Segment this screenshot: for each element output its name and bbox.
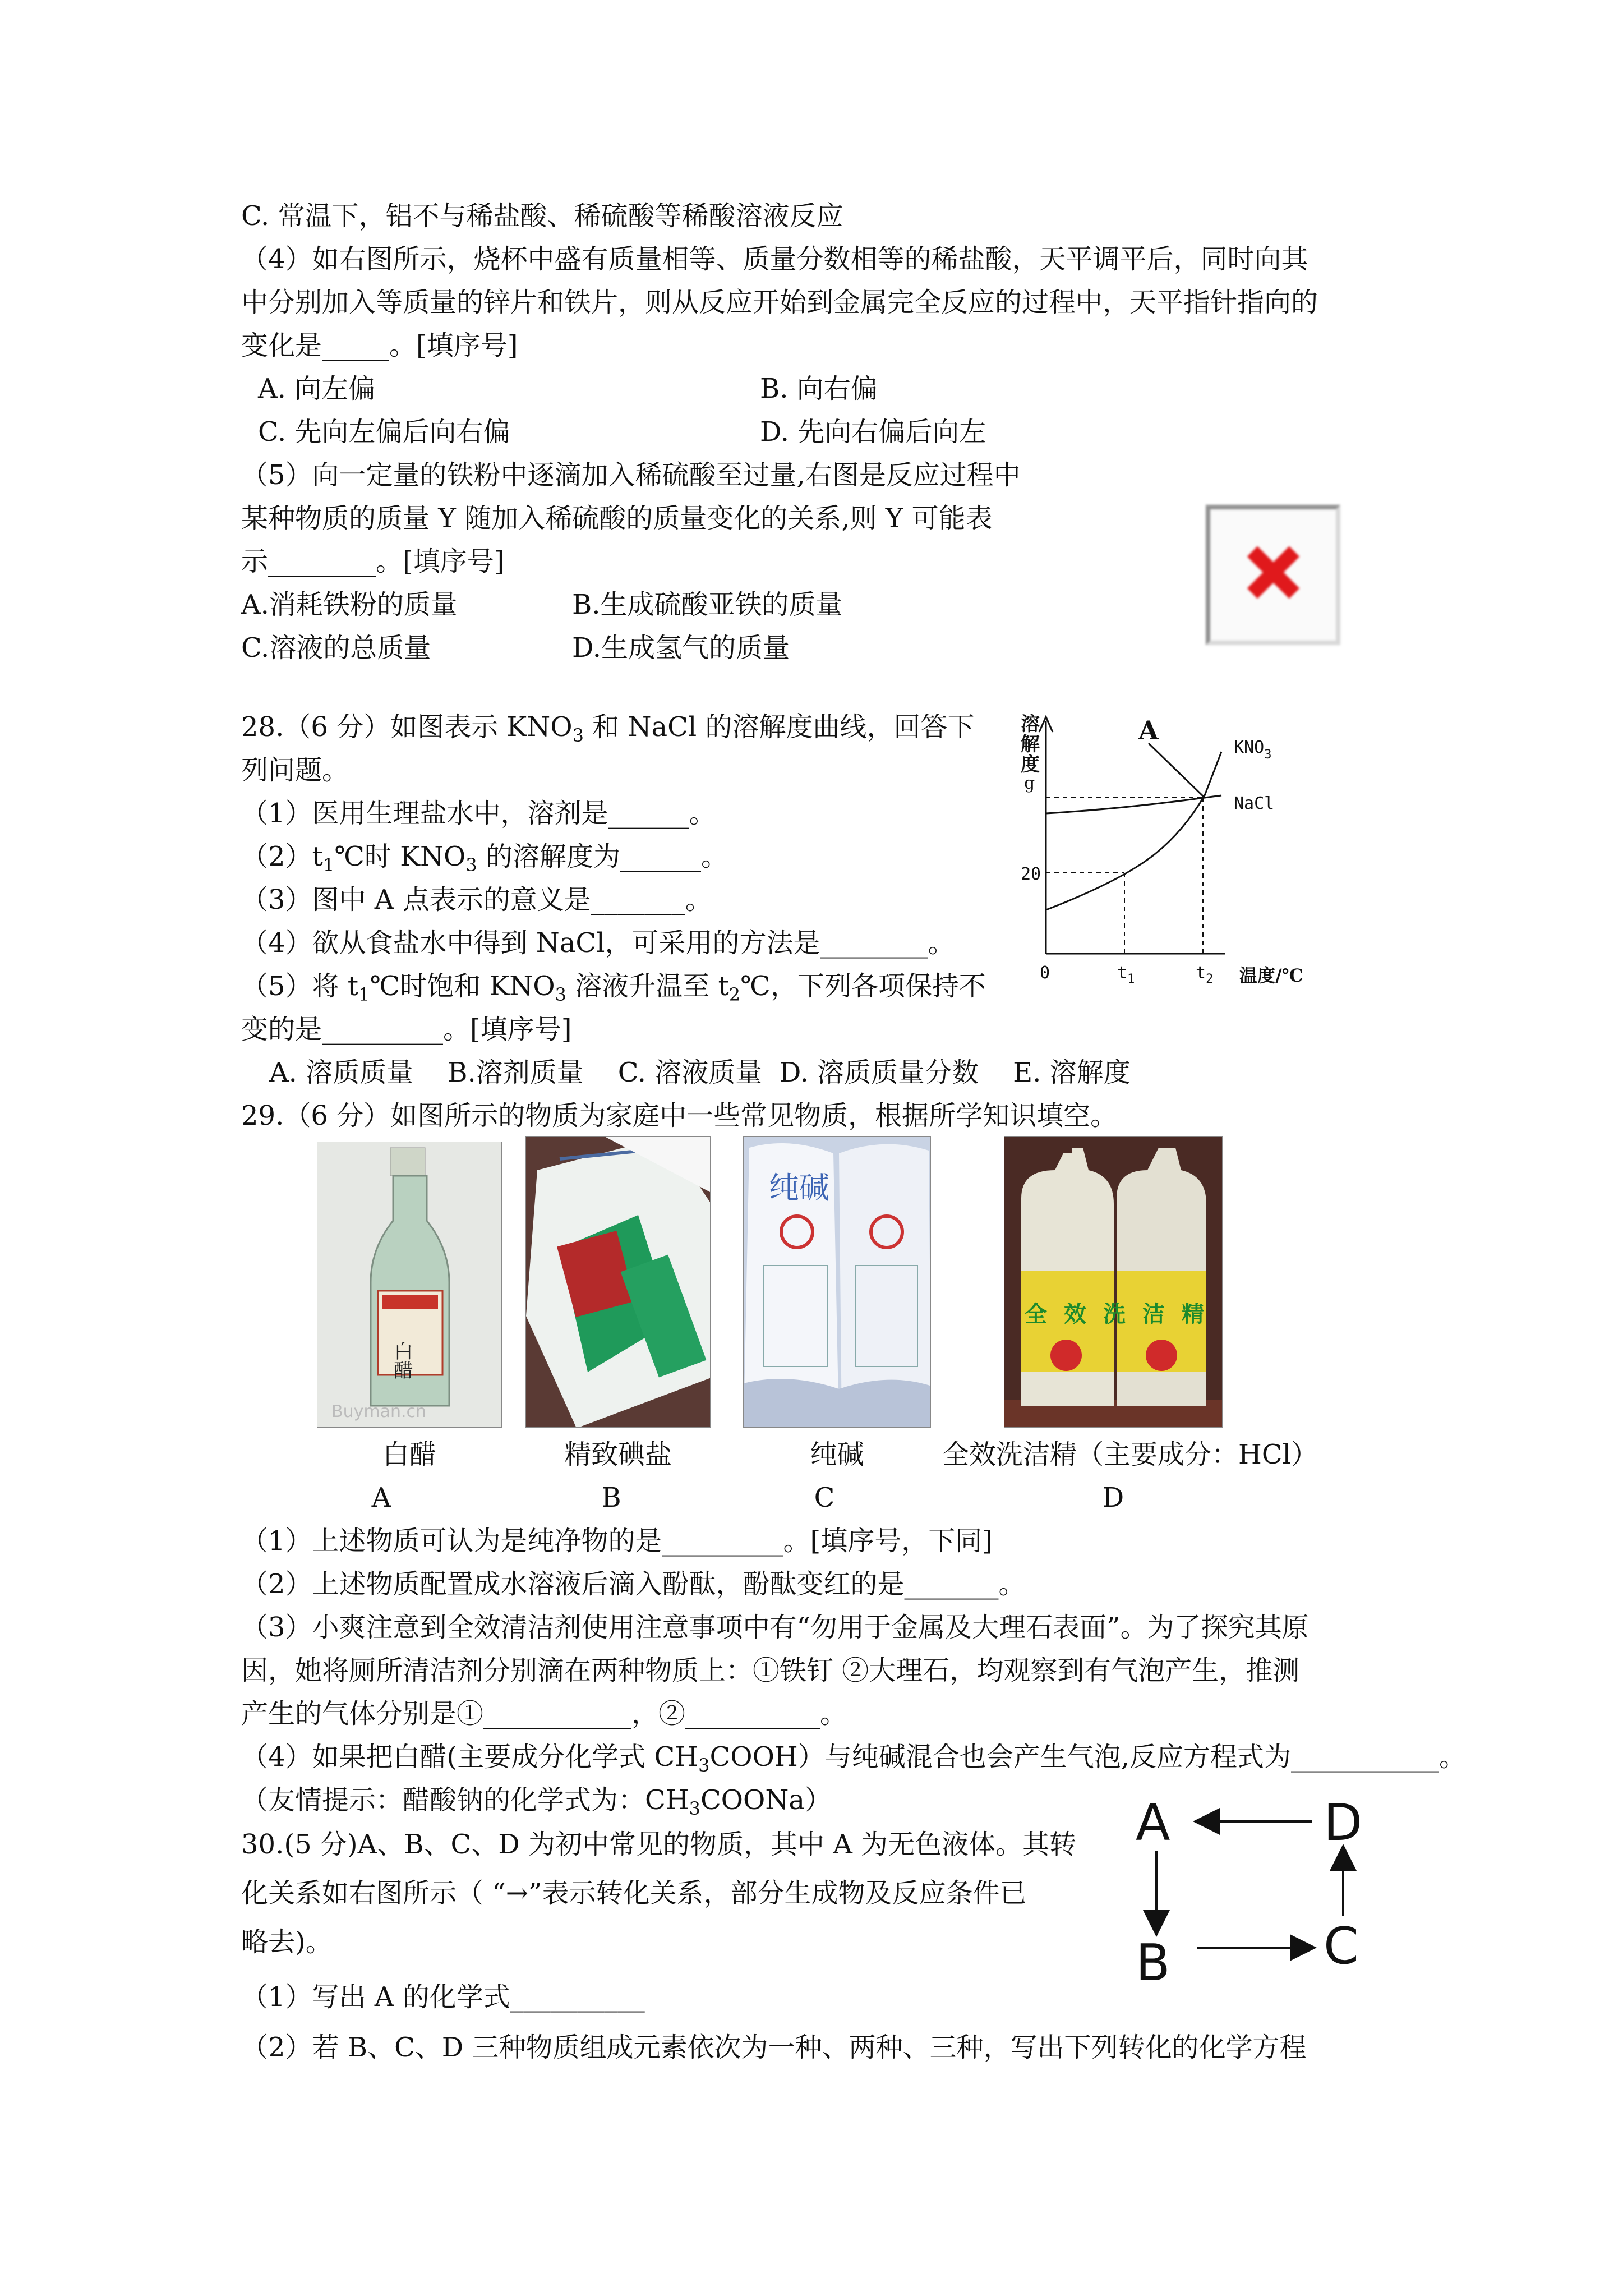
chart-kno3-curve (1046, 752, 1221, 910)
q28-sub2-d: 3 (465, 854, 477, 876)
q29-sub4 (241, 1740, 1466, 1782)
node-c: C (1324, 1917, 1359, 1976)
chart-ylabel-3: 度 (1021, 753, 1040, 776)
q29-sub1: （1）上述物质可认为是纯净物的是_________。[填序号，下同] (241, 1525, 993, 1557)
q29-sub3-line3: 产生的气体分别是①___________，②__________。 (241, 1698, 847, 1729)
q30-line3: 略去)。 (241, 1926, 333, 1958)
watermark-text: Buyman.cn (331, 1402, 427, 1421)
q28-line2: 列问题。 (241, 754, 349, 786)
chart-t1-label (1117, 963, 1135, 986)
q28-line1-text-a: 28.（6 分）如图表示 KNO (241, 711, 573, 743)
chart-origin-label: 0 (1040, 963, 1050, 983)
node-a: A (1136, 1793, 1170, 1852)
caption-vinegar: 白醋 (382, 1439, 436, 1470)
caption-salt: 精致碘盐 (564, 1439, 672, 1470)
q27-part4-option-d: D. 先向右偏后向左 (760, 416, 986, 448)
vinegar-label-text: 白醋 (390, 1341, 413, 1379)
chart-ylabel-1: 溶 (1021, 713, 1040, 735)
q28-line1-text-c: 和 NaCl 的溶解度曲线，回答下 (583, 711, 975, 743)
broken-image-icon (1206, 505, 1340, 645)
q29-title: 29.（6 分）如图所示的物质为家庭中一些常见物质，根据所学知识填空。 (241, 1100, 1118, 1131)
q29-sub3-line1: （3）小爽注意到全效清洁剂使用注意事项中有“勿用于金属及大理石表面”。为了探究其原 (241, 1612, 1309, 1643)
q29-hint (241, 1783, 832, 1825)
q28-sub5 (241, 969, 986, 1011)
chart-y-tick-20: 20 (1021, 864, 1041, 884)
q27-option-c: C. 常温下，铝不与稀盐酸、稀硫酸等稀酸溶液反应 (241, 200, 843, 232)
letter-a: A (371, 1482, 391, 1513)
caption-detergent: 全效洗洁精（主要成分：HCl） (942, 1439, 1318, 1470)
q27-part5-option-b: B.生成硫酸亚铁的质量 (572, 589, 843, 620)
q30-line1: 30.(5 分)A、B、C、D 为初中常见的物质，其中 A 为无色液体。其转 (241, 1829, 1077, 1860)
iodized-salt-photo (525, 1136, 711, 1428)
q28-sub2-a: （2）t (241, 841, 323, 872)
solubility-curve-chart (998, 707, 1357, 999)
q29-sub4-b: 3 (698, 1755, 710, 1776)
q28-sub2-c: ℃时 KNO (334, 841, 466, 872)
chart-line-a (1149, 743, 1205, 798)
q28-sub2-b: 1 (322, 854, 335, 876)
q27-part4-line1: （4）如右图所示，烧杯中盛有质量相等、质量分数相等的稀盐酸，天平调平后，同时向其 (241, 243, 1308, 275)
q28-sub5-g: ℃，下列各项保持不 (740, 970, 986, 1002)
chart-nacl-label: NaCl (1234, 794, 1275, 813)
vinegar-bottle-photo (317, 1142, 502, 1428)
q29-sub3-line2: 因，她将厕所清洁剂分别滴在两种物质上：①铁钉 ②大理石，均观察到有气泡产生，推测 (241, 1655, 1300, 1686)
q27-part5-option-c: C.溶液的总质量 (241, 632, 431, 664)
soda-bag-text: 纯碱 (769, 1170, 829, 1205)
node-d: D (1324, 1793, 1363, 1852)
q27-part5-line3: 示________。[填序号] (241, 546, 505, 577)
q29-sub2: （2）上述物质配置成水溶液后滴入酚酞，酚酞变红的是_______。 (241, 1568, 1026, 1600)
q27-part4-option-c: C. 先向左偏后向右偏 (258, 416, 510, 448)
q28-line1 (241, 710, 974, 752)
q30-sub2: （2）若 B、C、D 三种物质组成元素依次为一种、两种、三种，写出下列转化的化学方程 (241, 2032, 1307, 2063)
q27-part4-line3: 变化是_____。[填序号] (241, 330, 518, 361)
chart-kno3-text: KNO (1234, 738, 1265, 757)
q30-line2: 化关系如右图所示（ “→”表示转化关系，部分生成物及反应条件已 (241, 1878, 1027, 1909)
q28-sub2 (241, 840, 728, 882)
chart-t2-text: t (1196, 963, 1206, 983)
q28-sub1: （1）医用生理盐水中，溶剂是______。 (241, 798, 716, 829)
letter-d: D (1102, 1482, 1124, 1513)
conversion-diagram (1127, 1784, 1391, 1997)
q28-sub3: （3）图中 A 点表示的意义是_______。 (241, 884, 712, 915)
chart-t1-sub: 1 (1127, 972, 1135, 986)
q28-sub5-line2: 变的是_________。[填序号] (241, 1014, 572, 1045)
chart-t2-sub: 2 (1206, 972, 1214, 986)
q29-hint-c: COONa） (700, 1784, 832, 1816)
soda-ash-photo (743, 1136, 931, 1428)
q27-part4-line2: 中分别加入等质量的锌片和铁片，则从反应开始到金属完全反应的过程中，天平指针指向的 (241, 287, 1318, 318)
q29-sub4-c: COOH）与纯碱混合也会产生气泡,反应方程式为___________。 (709, 1741, 1467, 1773)
chart-t2-label (1196, 963, 1213, 986)
chart-t1-text: t (1117, 963, 1128, 983)
letter-b: B (601, 1482, 621, 1513)
q28-sub2-e: 的溶解度为______。 (477, 841, 728, 872)
letter-c: C (814, 1482, 835, 1513)
q28-sub5-d: 3 (555, 984, 566, 1005)
node-b: B (1136, 1934, 1170, 1993)
q28-sub5-e: 溶液升温至 t (566, 970, 729, 1002)
q29-hint-a: （友情提示：醋酸钠的化学式为：CH (241, 1784, 689, 1816)
chart-kno3-sub: 3 (1264, 748, 1272, 762)
chart-kno3-label (1234, 738, 1271, 762)
q27-part5-line1: （5）向一定量的铁粉中逐滴加入稀硫酸至过量,右图是反应过程中 (241, 459, 1021, 491)
q28-sub4: （4）欲从食盐水中得到 NaCl，可采用的方法是________。 (241, 927, 955, 959)
chart-point-a-label: A (1138, 715, 1159, 746)
q27-part5-option-a: A.消耗铁粉的质量 (241, 589, 458, 620)
q28-sub5-f: 2 (728, 984, 741, 1005)
q29-hint-b: 3 (689, 1798, 700, 1819)
q27-part4-option-a: A. 向左偏 (258, 373, 376, 404)
q27-part4-option-b: B. 向右偏 (760, 373, 878, 404)
q27-part5-line2: 某种物质的质量 Y 随加入稀硫酸的质量变化的关系,则 Y 可能表 (241, 503, 993, 534)
detergent-bottles-photo (1004, 1136, 1223, 1428)
q28-sub5-b: 1 (358, 984, 370, 1005)
q28-sub5-c: ℃时饱和 KNO (370, 970, 555, 1002)
q30-sub1: （1）写出 A 的化学式__________ (241, 1981, 645, 2013)
q29-sub4-a: （4）如果把白醋(主要成分化学式 CH (241, 1741, 699, 1773)
q28-line1-sub: 3 (572, 725, 584, 746)
q27-part5-option-d: D.生成氢气的质量 (572, 632, 790, 664)
chart-ylabel-2: 解 (1021, 733, 1040, 756)
caption-soda: 纯碱 (810, 1439, 864, 1470)
chart-ylabel-4: g (1024, 774, 1035, 793)
q28-options: A. 溶质质量 B.溶剂质量 C. 溶液质量 D. 溶质质量分数 E. 溶解度 (269, 1057, 1131, 1088)
q28-sub5-a: （5）将 t (241, 970, 359, 1002)
chart-x-label: 温度/℃ (1239, 965, 1304, 986)
detergent-label-text: 全效洗洁精 (1025, 1301, 1204, 1327)
